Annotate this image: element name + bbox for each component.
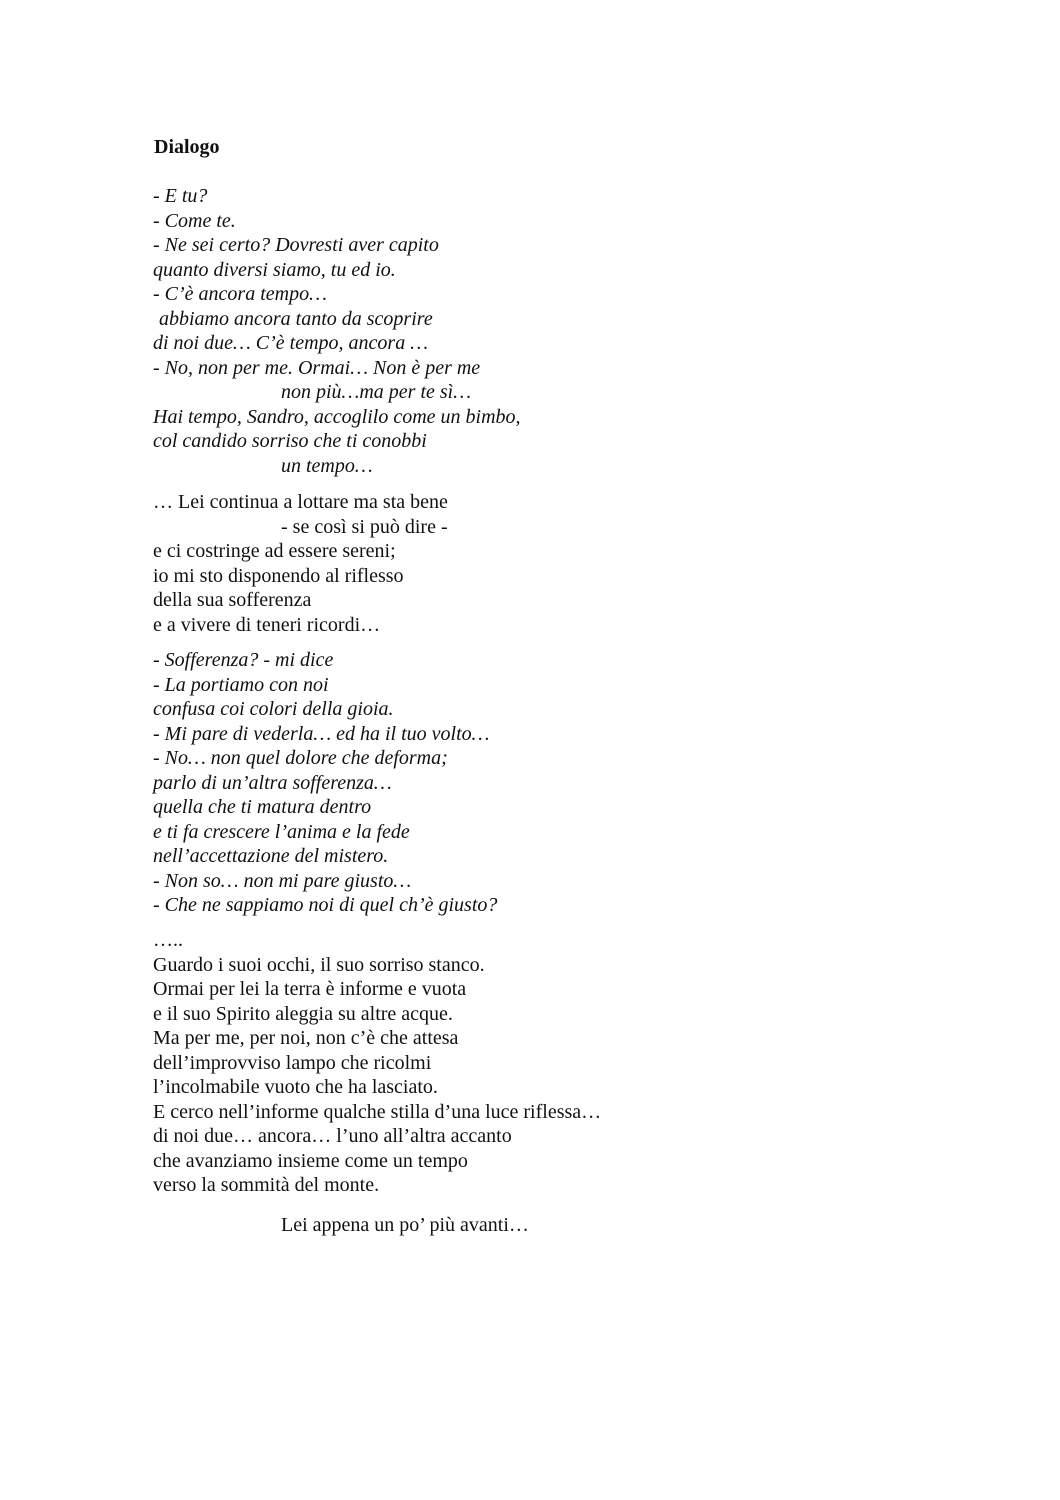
verse-line: Ormai per lei la terra è informe e vuota xyxy=(153,978,467,1000)
verse-line: col candido sorriso che ti conobbi xyxy=(153,430,427,452)
verse-line: - se così si può dire - xyxy=(281,515,448,538)
verse-line: - Che ne sappiamo noi di quel ch’è giusto? xyxy=(153,894,498,916)
stanza-3 xyxy=(153,648,497,918)
verse-line: - E tu? xyxy=(153,185,208,207)
verse-line: … Lei continua a lottare ma sta bene xyxy=(153,491,448,513)
verse-line: Hai tempo, Sandro, accoglilo come un bimbo, xyxy=(153,405,521,428)
verse-line: - C’è ancora tempo… xyxy=(153,283,327,305)
verse-line: nell’accettazione del mistero. xyxy=(153,845,389,867)
verse-line: quella che ti matura dentro xyxy=(153,796,372,818)
stanza-1 xyxy=(153,184,521,478)
verse-line: e ci costringe ad essere sereni; xyxy=(153,540,396,562)
verse-line: - Non so… non mi pare giusto… xyxy=(153,869,412,892)
verse-line: un tempo… xyxy=(281,454,373,477)
verse-line: dell’improvviso lampo che ricolmi xyxy=(153,1051,432,1074)
verse-line: - No… non quel dolore che deforma; xyxy=(153,747,448,769)
verse-line: parlo di un’altra sofferenza… xyxy=(153,771,392,794)
verse-line: confusa coi colori della gioia. xyxy=(153,698,394,720)
verse-line: che avanziamo insieme come un tempo xyxy=(153,1149,468,1172)
verse-line: non più…ma per te sì… xyxy=(281,381,471,403)
verse-line: ….. xyxy=(153,929,183,951)
verse-line: E cerco nell’informe qualche stilla d’una luce riflessa… xyxy=(153,1100,602,1123)
verse-line: - La portiamo con noi xyxy=(153,673,329,696)
verse-line: verso la sommità del monte. xyxy=(153,1174,380,1196)
stanza-4 xyxy=(153,928,601,1198)
verse-line: e il suo Spirito aleggia su altre acque. xyxy=(153,1002,453,1025)
stanza-5 xyxy=(153,1213,529,1238)
verse-line: - Mi pare di vederla… ed ha il tuo volto… xyxy=(153,722,490,745)
verse-line: - No, non per me. Ormai… Non è per me xyxy=(153,356,481,379)
verse-line: - Sofferenza? - mi dice xyxy=(153,649,334,671)
verse-line: - Come te. xyxy=(153,209,236,232)
verse-line: Lei appena un po’ più avanti… xyxy=(281,1214,529,1236)
verse-line: quanto diversi siamo, tu ed io. xyxy=(153,258,396,281)
verse-line: abbiamo ancora tanto da scoprire xyxy=(159,307,433,330)
stanza-2 xyxy=(153,490,448,637)
verse-line: e a vivere di teneri ricordi… xyxy=(153,613,381,636)
verse-line: di noi due… C’è tempo, ancora … xyxy=(153,332,428,354)
verse-line: - Ne sei certo? Dovresti aver capito xyxy=(153,234,439,256)
verse-line: Ma per me, per noi, non c’è che attesa xyxy=(153,1027,459,1049)
verse-line: e ti fa crescere l’anima e la fede xyxy=(153,820,410,843)
poem-title: Dialogo xyxy=(154,136,220,158)
verse-line: della sua sofferenza xyxy=(153,589,312,611)
verse-line: di noi due… ancora… l’uno all’altra accanto xyxy=(153,1125,512,1147)
verse-line: io mi sto disponendo al riflesso xyxy=(153,564,404,587)
verse-line: Guardo i suoi occhi, il suo sorriso stanco. xyxy=(153,953,485,976)
verse-line: l’incolmabile vuoto che ha lasciato. xyxy=(153,1076,438,1098)
